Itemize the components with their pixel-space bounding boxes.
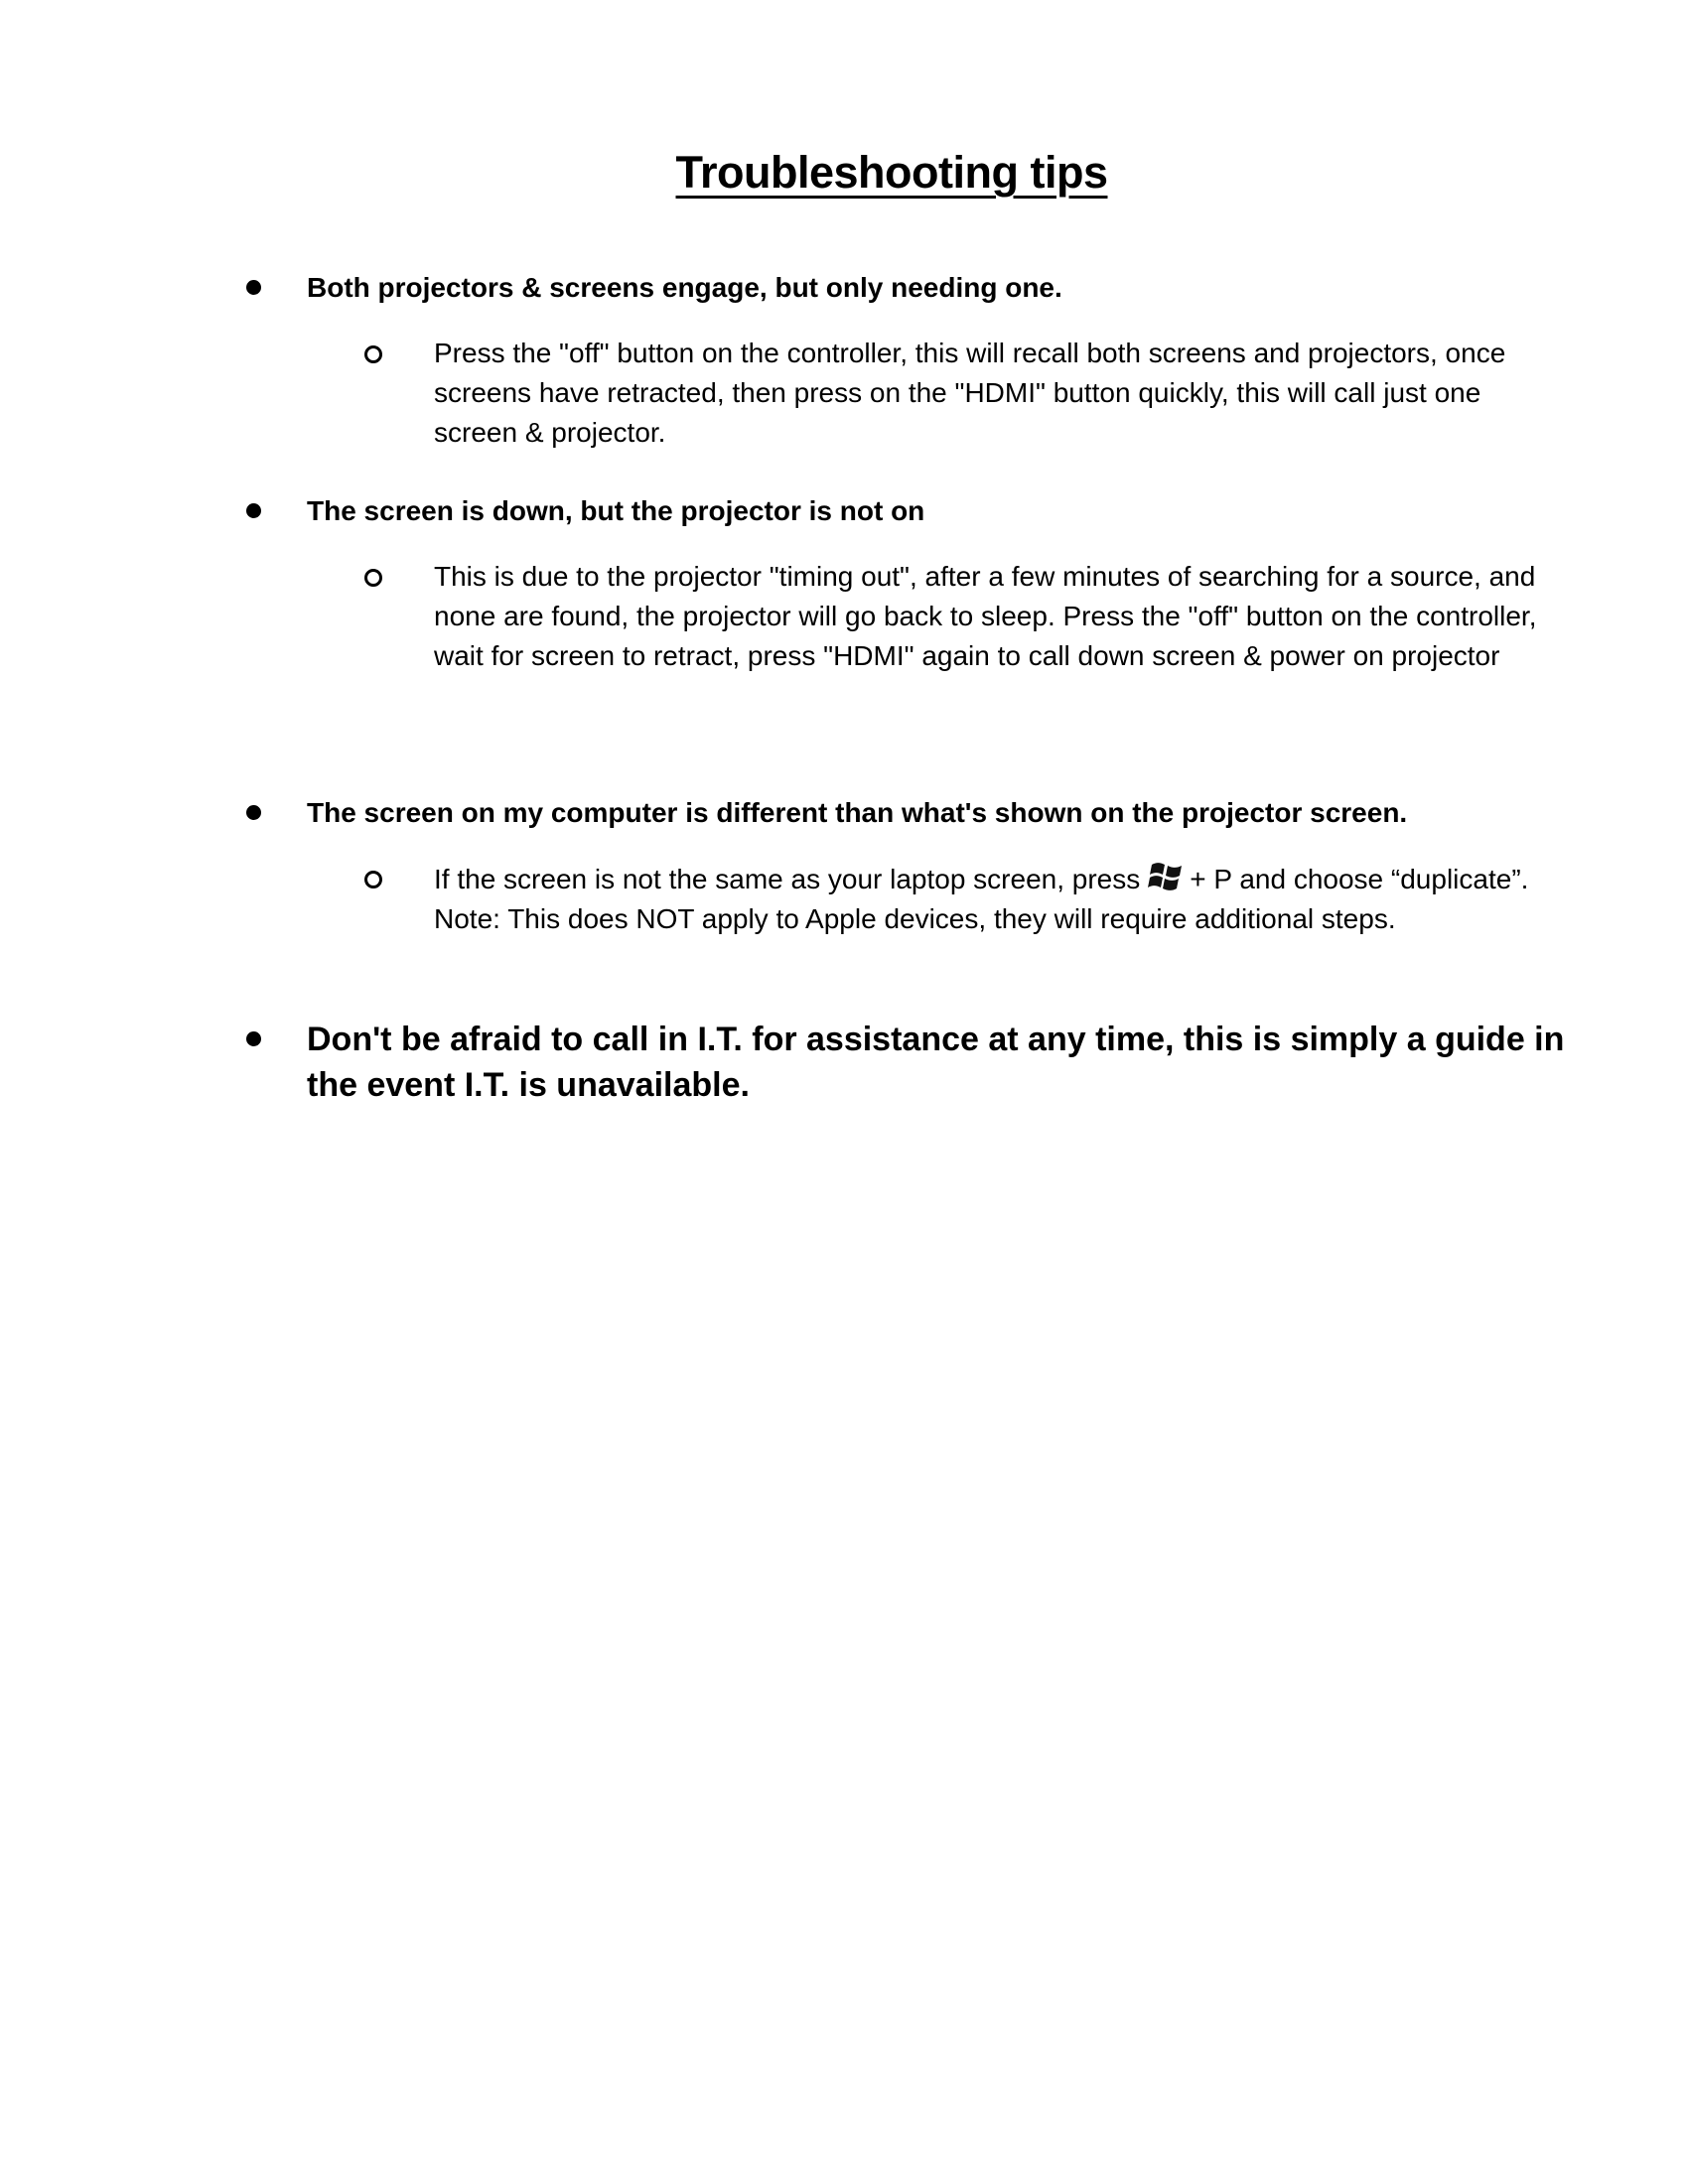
tip-detail-text: + P and choose “duplicate”. Note: This does NOT apply to Apple devices, they will require additional steps. xyxy=(434,864,1529,934)
tip-heading: Both projectors & screens engage, but only needing one. xyxy=(307,272,1062,303)
windows-logo-icon xyxy=(1148,859,1186,892)
bullet-dot-icon xyxy=(246,503,261,518)
tip-heading: The screen on my computer is different than what's shown on the projector screen. xyxy=(307,797,1408,828)
bullet-dot-icon xyxy=(246,1031,261,1046)
tip-detail: Press the "off" button on the controller, this will recall both screens and projectors, once screens have retracted, then press on the "HDMI" button quickly, this will call just one screen & projector. xyxy=(434,338,1506,448)
tip-detail-text: If the screen is not the same as your laptop screen, press xyxy=(434,864,1141,894)
bullet-dot-icon xyxy=(246,805,261,820)
tip-detail xyxy=(434,859,1566,939)
tip-heading: Don't be afraid to call in I.T. for assistance at any time, this is simply a guide in the event I.T. is unavailable. xyxy=(307,1021,1565,1104)
bullet-circle-icon xyxy=(364,569,382,587)
bullet-dot-icon xyxy=(246,280,261,295)
tip-detail: This is due to the projector "timing out", after a few minutes of searching for a source, and none are found, the projector will go back to sleep. Press the "off" button on the controller, wait for screen to retract, press "HDMI" again to call down screen & power on projector xyxy=(434,561,1537,671)
bullet-circle-icon xyxy=(364,871,382,888)
bullet-circle-icon xyxy=(364,345,382,363)
tip-heading: The screen is down, but the projector is not on xyxy=(307,495,925,526)
page-title: Troubleshooting tips xyxy=(675,147,1108,198)
